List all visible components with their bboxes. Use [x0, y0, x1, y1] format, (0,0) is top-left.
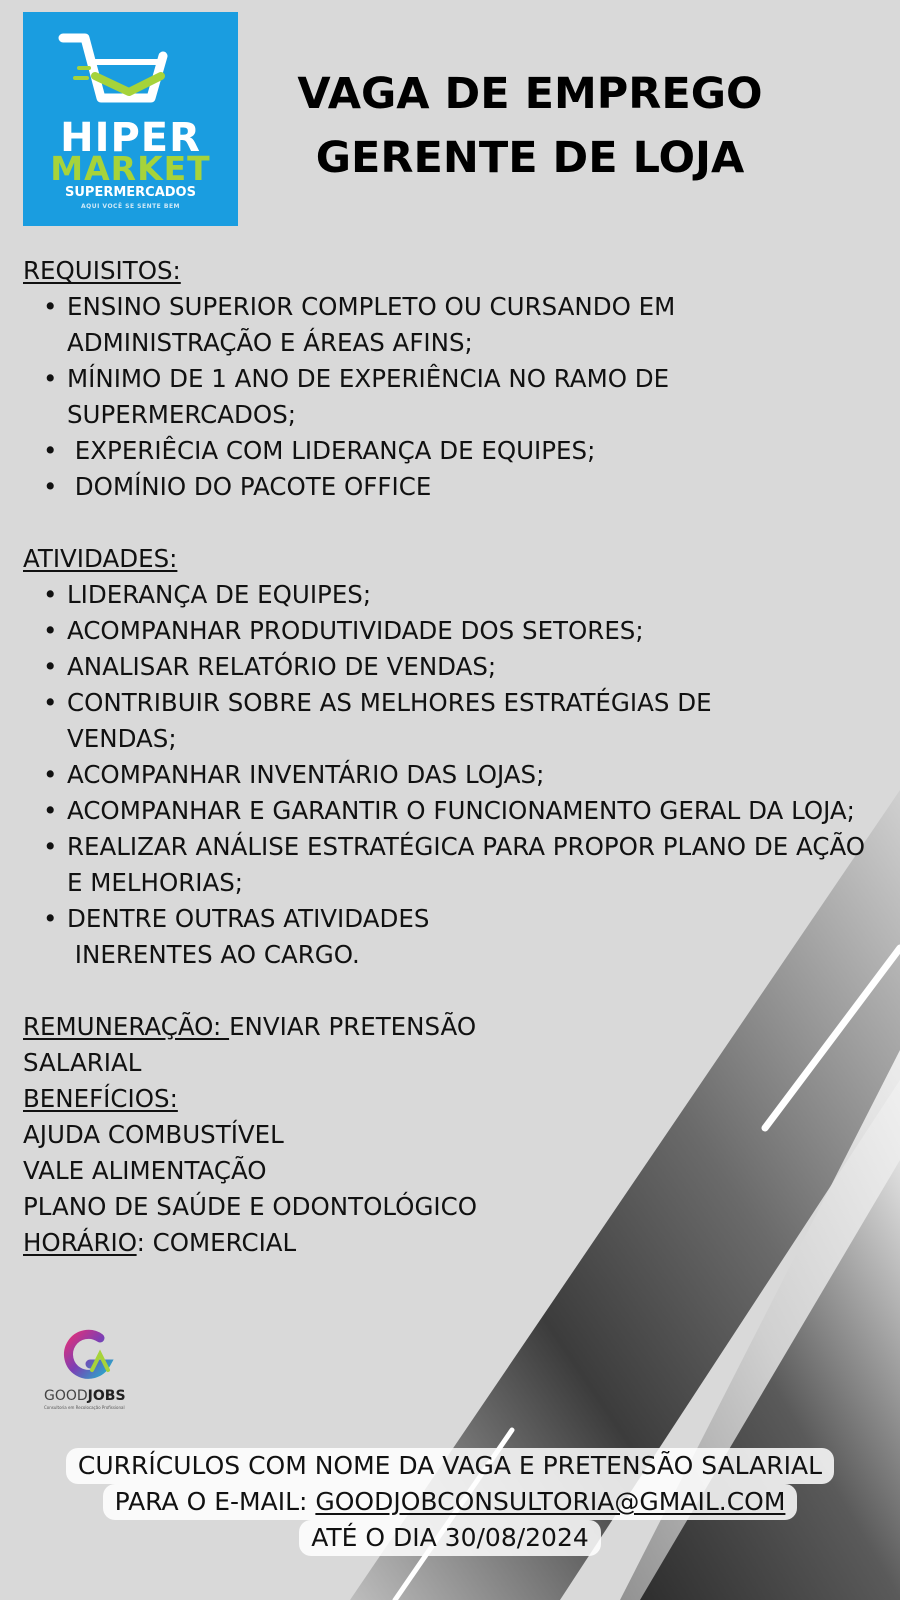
footer-line2 [103, 1484, 798, 1520]
goodjobs-g-icon [54, 1328, 134, 1384]
list-item: • LIDERANÇA DE EQUIPES; [67, 577, 893, 613]
list-item: • DENTRE OUTRAS ATIVIDADES [67, 901, 893, 937]
goodjobs-good: GOOD [44, 1388, 88, 1404]
horario-value: : COMERCIAL [136, 1228, 297, 1257]
atividades-list [23, 577, 893, 973]
horario-label: HORÁRIO [23, 1228, 137, 1257]
goodjobs-wordmark [44, 1388, 126, 1404]
list-item: • ACOMPANHAR E GARANTIR O FUNCIONAMENTO GERAL DA LOJA; [67, 793, 877, 829]
horario-row [23, 1225, 893, 1261]
application-instructions [0, 1448, 900, 1556]
page-header [250, 62, 810, 190]
list-item: • CONTRIBUIR SOBRE AS MELHORES ESTRATÉGIAS DE VENDAS; [67, 685, 787, 757]
requisitos-list [23, 289, 893, 505]
list-item-continuation: INERENTES AO CARGO. [67, 940, 360, 969]
page-title-line2: GERENTE DE LOJA [315, 133, 745, 183]
list-item: • EXPERIÊCIA COM LIDERANÇA DE EQUIPES; [67, 433, 893, 469]
logo-hiper-text: HIPER [60, 115, 201, 161]
hipermarket-logo [23, 12, 238, 226]
beneficio-item: VALE ALIMENTAÇÃO [23, 1156, 267, 1185]
goodjobs-logo [40, 1328, 140, 1416]
remuneracao-value: ENVIAR PRETENSÃO [229, 1012, 477, 1041]
goodjobs-subtitle: Consultoria em Recolocação Profissional [44, 1405, 125, 1410]
beneficios-heading: BENEFÍCIOS: [23, 1084, 178, 1113]
page-title-line1: VAGA DE EMPREGO [297, 69, 763, 119]
atividades-heading: ATIVIDADES: [23, 544, 178, 573]
list-item: • ANALISAR RELATÓRIO DE VENDAS; [67, 649, 893, 685]
job-details [23, 253, 893, 1261]
beneficio-item: AJUDA COMBUSTÍVEL [23, 1120, 284, 1149]
remuneracao-row [23, 1009, 893, 1045]
remuneracao-value-cont: SALARIAL [23, 1048, 142, 1077]
footer-line1: CURRÍCULOS COM NOME DA VAGA E PRETENSÃO SALARIAL [66, 1448, 834, 1484]
email-link[interactable]: GOODJOBCONSULTORIA@GMAIL.COM [315, 1487, 786, 1516]
list-item: • ENSINO SUPERIOR COMPLETO OU CURSANDO EM ADMINISTRAÇÃO E ÁREAS AFINS; [67, 289, 787, 361]
list-item: • DOMÍNIO DO PACOTE OFFICE [67, 469, 893, 505]
footer-deadline: ATÉ O DIA 30/08/2024 [299, 1520, 601, 1556]
list-item: • ACOMPANHAR PRODUTIVIDADE DOS SETORES; [67, 613, 893, 649]
footer-email-prefix: PARA O E-MAIL: [114, 1487, 316, 1516]
logo-tagline: AQUI VOCÊ SE SENTE BEM [80, 203, 181, 210]
requisitos-heading: REQUISITOS: [23, 256, 181, 285]
list-item: • MÍNIMO DE 1 ANO DE EXPERIÊNCIA NO RAMO DE SUPERMERCADOS; [67, 361, 747, 433]
list-item: • ACOMPANHAR INVENTÁRIO DAS LOJAS; [67, 757, 893, 793]
beneficio-item: PLANO DE SAÚDE E ODONTOLÓGICO [23, 1192, 478, 1221]
remuneracao-label: REMUNERAÇÃO: [23, 1012, 230, 1041]
list-item: • REALIZAR ANÁLISE ESTRATÉGICA PARA PROPOR PLANO DE AÇÃO E MELHORIAS; [67, 829, 877, 901]
goodjobs-jobs: JOBS [87, 1388, 126, 1404]
logo-market-text: MARKET [50, 149, 211, 188]
logo-supermercados-text: SUPERMERCADOS [65, 185, 196, 200]
